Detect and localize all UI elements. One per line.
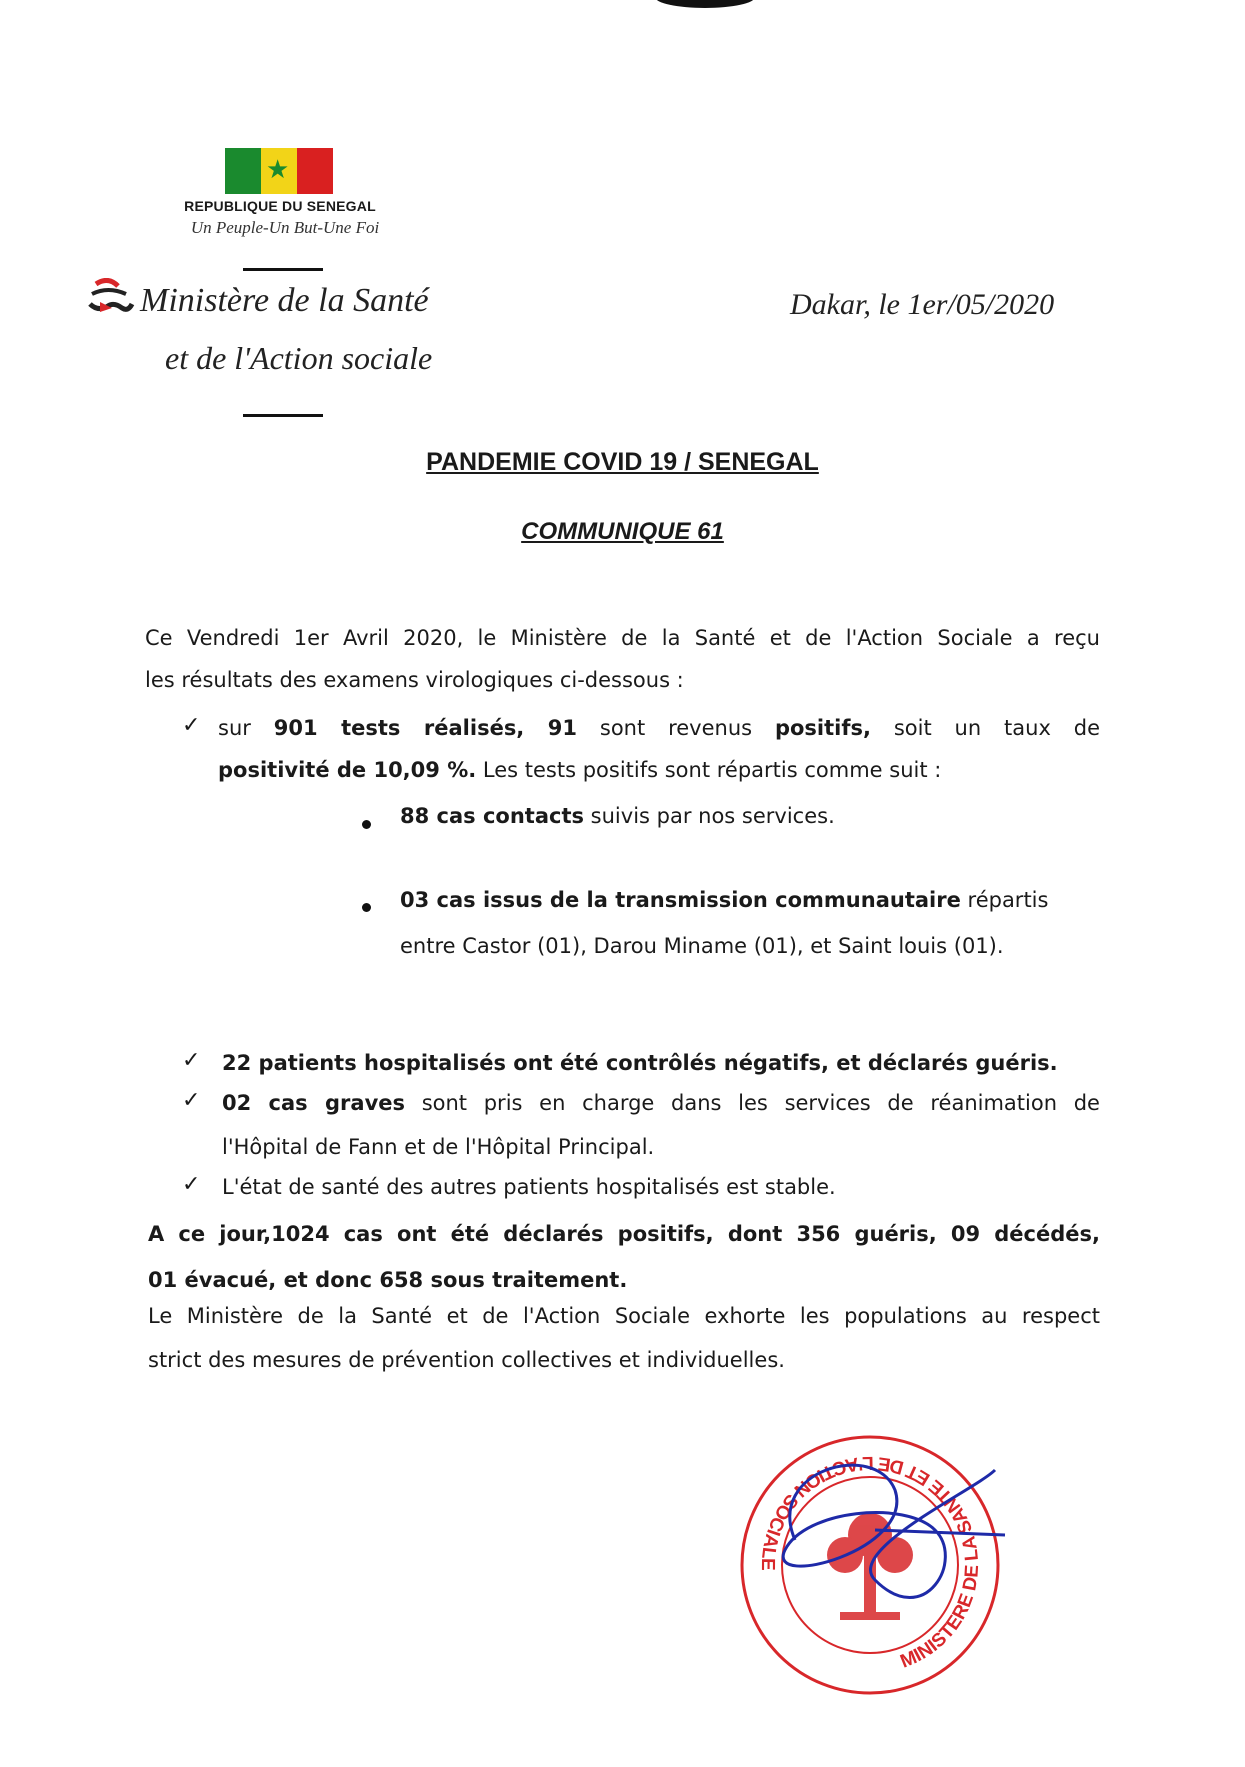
bullet-icon xyxy=(362,820,371,829)
stamp-ring-text: MINISTERE DE LA SANTE ET DE L'ACTION SOCIALE xyxy=(756,1451,984,1673)
community-cases-locations: entre Castor (01), Darou Miname (01), et Saint louis (01). xyxy=(400,934,1004,958)
check-icon: ✓ xyxy=(182,1088,201,1113)
hospitals-line: l'Hôpital de Fann et de l'Hôpital Principal. xyxy=(222,1135,655,1159)
contact-cases: 88 cas contacts xyxy=(400,804,584,828)
severe-cases: 02 cas graves xyxy=(222,1091,405,1115)
divider xyxy=(243,268,323,271)
intro-paragraph: Ce Vendredi 1er Avril 2020, le Ministère de la Santé et de l'Action Sociale a reçu xyxy=(145,626,1100,650)
text: Les tests positifs sont répartis comme suit : xyxy=(476,758,942,782)
closing-paragraph-line2: strict des mesures de prévention collectives et individuelles. xyxy=(148,1348,785,1372)
text: répartis xyxy=(960,888,1049,912)
stable-patients-line: L'état de santé des autres patients hospitalisés est stable. xyxy=(222,1175,836,1199)
tests-result-line xyxy=(218,714,1100,742)
ministry-name-line2: et de l'Action sociale xyxy=(165,340,433,376)
text: suivis par nos services. xyxy=(584,804,835,828)
text: sont pris en charge dans les services de réanimation de xyxy=(405,1091,1100,1115)
official-stamp-icon xyxy=(725,1430,1015,1700)
positivity-line xyxy=(218,756,941,784)
check-icon: ✓ xyxy=(182,1048,201,1073)
text: soit un taux de xyxy=(870,716,1100,740)
summary-line: A ce jour,1024 cas ont été déclarés positifs, dont 356 guéris, 09 décédés, xyxy=(148,1222,1100,1246)
bullet-icon xyxy=(362,903,371,912)
severe-cases-line xyxy=(222,1089,1100,1117)
senegal-flag-icon xyxy=(225,148,333,194)
positivity-rate: positivité de 10,09 %. xyxy=(218,758,477,782)
document-date: Dakar, le 1er/05/2020 xyxy=(790,288,1055,321)
community-cases-line xyxy=(400,886,1048,914)
recovered-line: 22 patients hospitalisés ont été contrôlés négatifs, et déclarés guéris. xyxy=(222,1051,1058,1075)
check-icon: ✓ xyxy=(182,713,201,738)
star-icon: ★ xyxy=(266,155,290,185)
ministry-logo-icon xyxy=(86,278,136,320)
ministry-name: Ministère de la Santé xyxy=(140,282,429,319)
contact-cases-line xyxy=(400,802,835,830)
community-cases: 03 cas issus de la transmission communautaire xyxy=(400,888,961,912)
communique-number: COMMUNIQUE 61 xyxy=(521,518,724,545)
national-motto: Un Peuple-Un But-Une Foi xyxy=(190,218,380,237)
divider xyxy=(243,414,323,417)
closing-paragraph: Le Ministère de la Santé et de l'Action Sociale exhorte les populations au respect xyxy=(148,1304,1100,1328)
positives-label: positifs, xyxy=(774,716,871,740)
tests-count: 901 tests réalisés, 91 xyxy=(273,716,578,740)
summary-line2: 01 évacué, et donc 658 sous traitement. xyxy=(148,1268,628,1292)
text: sont revenus xyxy=(577,716,775,740)
country-name: REPUBLIQUE DU SENEGAL xyxy=(184,198,376,214)
document-title: PANDEMIE COVID 19 / SENEGAL xyxy=(426,448,819,476)
scan-artifact xyxy=(655,0,755,8)
check-icon: ✓ xyxy=(182,1172,201,1197)
text: sur xyxy=(218,716,274,740)
intro-paragraph-line2: les résultats des examens virologiques ci-dessous : xyxy=(145,668,684,692)
